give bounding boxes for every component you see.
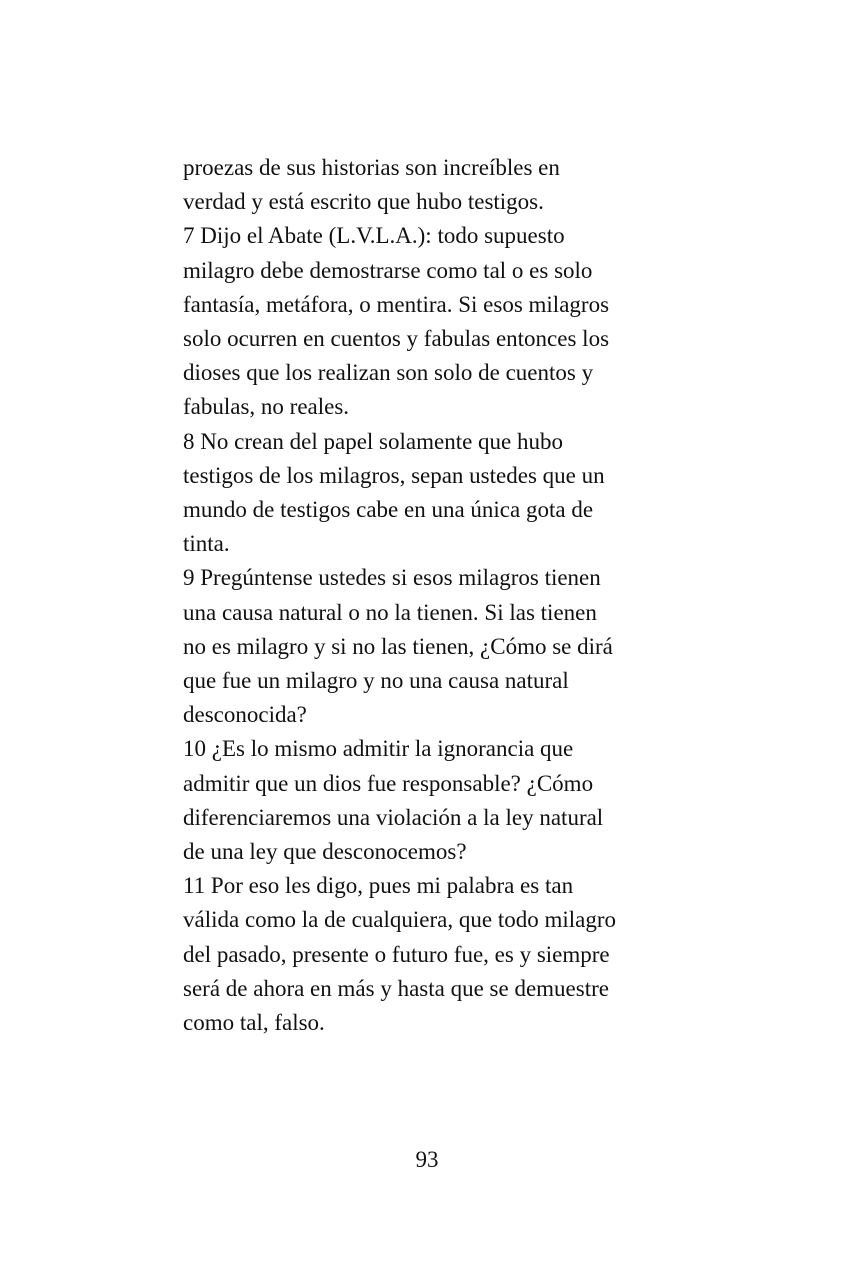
text-line: dioses que los realizan son solo de cuentos y [183, 360, 594, 386]
text-line: verdad y está escrito que hubo testigos. [183, 189, 544, 215]
text-line: diferenciaremos una violación a la ley natural [183, 804, 604, 830]
text-line: mundo de testigos cabe en una única gota de [183, 497, 594, 523]
text-line: será de ahora en más y hasta que se demuestre [183, 975, 609, 1001]
text-line: desconocida? [183, 702, 307, 728]
text-line: milagro debe demostrarse como tal o es solo [183, 257, 593, 283]
text-line: 7 Dijo el Abate (L.V.L.A.): todo supuesto [183, 223, 565, 249]
text-line: no es milagro y si no las tienen, ¿Cómo se dirá [183, 633, 613, 659]
text-line: admitir que un dios fue responsable? ¿Cómo [183, 770, 594, 796]
text-line: 10 ¿Es lo mismo admitir la ignorancia que [183, 736, 574, 762]
text-line: 11 Por eso les digo, pues mi palabra es tan [183, 873, 574, 899]
text-line: 8 No crean del papel solamente que hubo [183, 428, 564, 454]
text-line: solo ocurren en cuentos y fabulas entonces los [183, 326, 610, 352]
text-line: fabulas, no reales. [183, 394, 350, 420]
page-number: 93 [415, 1147, 439, 1172]
text-line: testigos de los milagros, sepan ustedes que un [183, 462, 605, 488]
text-line: de una ley que desconocemos? [183, 839, 467, 865]
text-line: del pasado, presente o futuro fue, es y siempre [183, 941, 610, 967]
text-line: tinta. [183, 531, 230, 557]
text-line: que fue un milagro y no una causa natural [183, 668, 569, 694]
body-text [183, 151, 683, 1040]
text-line: proezas de sus historias son increíbles en [183, 155, 560, 180]
text-line: una causa natural o no la tienen. Si las tienen [183, 599, 597, 625]
text-line: como tal, falso. [183, 1010, 325, 1036]
text-line: válida como la de cualquiera, que todo milagro [183, 907, 617, 933]
text-line: fantasía, metáfora, o mentira. Si esos milagros [183, 291, 610, 317]
text-line: 9 Pregúntense ustedes si esos milagros tienen [183, 565, 601, 591]
